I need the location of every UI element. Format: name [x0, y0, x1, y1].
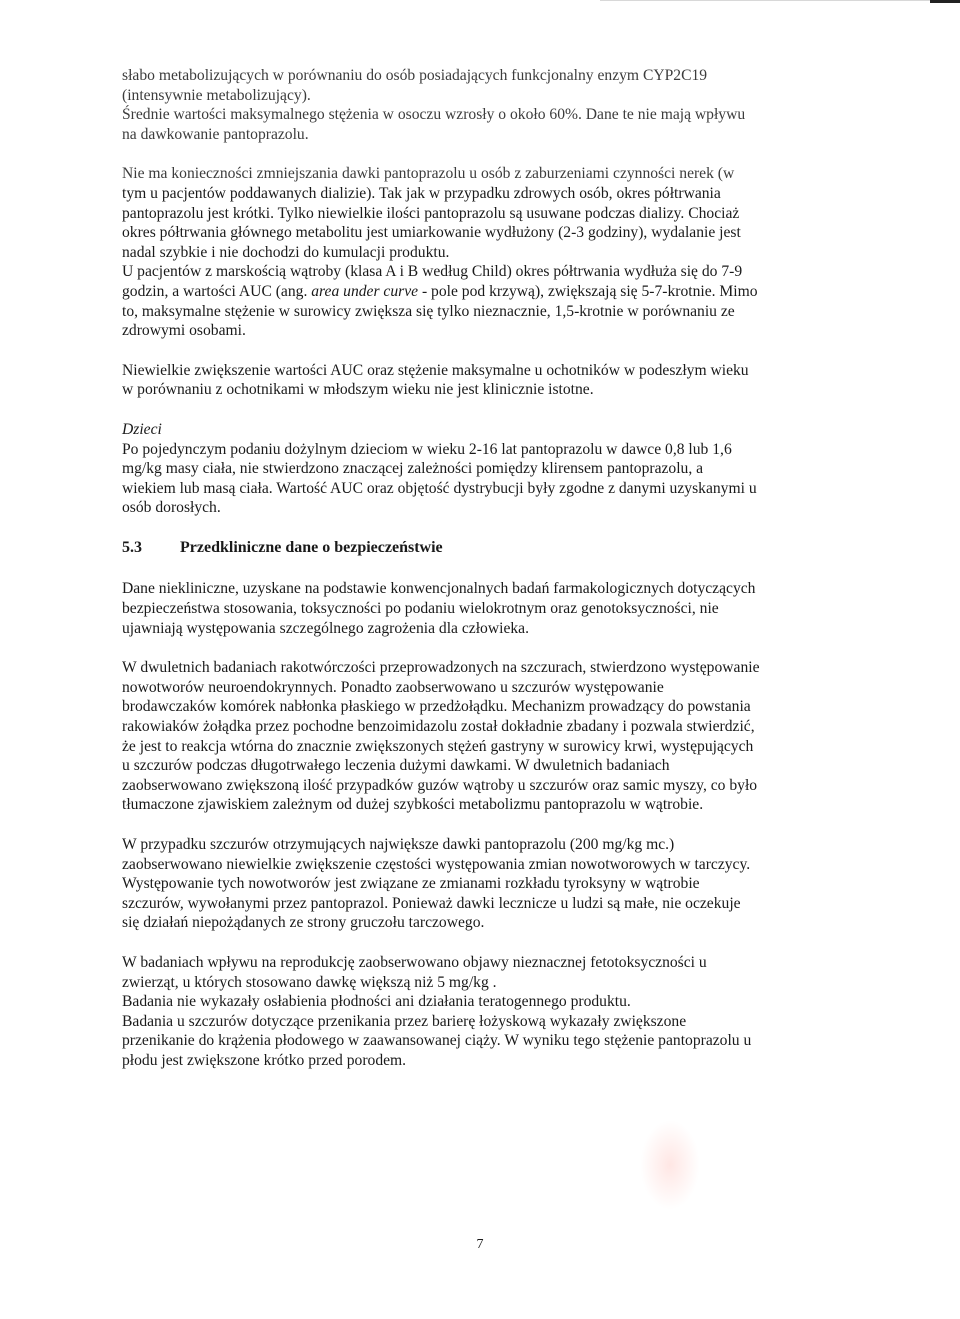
- scan-artifact-corner: [930, 0, 960, 3]
- text-line: brodawczaków komórek nabłonka płaskiego w przedżołądku. Mechanizm prowadzący do powstania: [122, 698, 751, 716]
- text-line: mg/kg masy ciała, nie stwierdzono znaczącej zależności pomiędzy klirensem pantoprazolu, a: [122, 460, 704, 478]
- scan-artifact-top: [600, 0, 930, 1]
- paragraph-cyp2c19: [122, 66, 834, 144]
- text-line: Nie ma konieczności zmniejszania dawki pantoprazolu u osób z zaburzeniami czynności nerek (w: [122, 165, 735, 183]
- text-line: Występowanie tych nowotworów jest związane ze zmianami rozkładu tyroksyny w wątrobie: [122, 875, 700, 893]
- paragraph-carcinogenicity: [122, 658, 834, 815]
- text-line: zaobserwowano zwiększoną ilość przypadków guzów wątroby u szczurów oraz samic myszy, co było: [122, 776, 758, 794]
- text-line: tłumaczone zjawiskiem zależnym od dużej szybkości metabolizmu pantoprazolu w wątrobie.: [122, 796, 704, 814]
- text-line: zwierząt, u których stosowano dawkę większą niż 5 mg/kg .: [122, 973, 497, 991]
- text-line: u szczurów podczas długotrwałego leczenia dużymi dawkami. W dwuletnich badaniach: [122, 757, 670, 775]
- text-line: szczurów, wywołanymi przez pantoprazol. Ponieważ dawki lecznicze u ludzi są małe, nie oczekuje: [122, 894, 741, 912]
- text-line: nadal szybkie i nie dochodzi do kumulacji produktu.: [122, 243, 450, 261]
- italic-term: area under curve: [311, 282, 419, 300]
- paragraph-nonclinical: [122, 579, 834, 638]
- paragraph-reproduction: [122, 953, 834, 1071]
- text-line: w porównaniu z ochotnikami w młodszym wieku nie jest klinicznie istotne.: [122, 381, 594, 399]
- section-heading: [122, 538, 834, 558]
- section-number: 5.3: [122, 538, 142, 556]
- text-line: osób dorosłych.: [122, 499, 221, 517]
- text-line: płodu jest zwiększone krótko przed porodem.: [122, 1051, 407, 1069]
- text-line: godzin, a wartości AUC (ang. area under curve - pole pod krzywą), zwiększają się 5-7-krotnie. Mimo: [122, 282, 758, 300]
- text-line: wiekiem lub masą ciała. Wartość AUC oraz objętość dystrybucji były zgodne z danymi uzyskanymi u: [122, 479, 757, 497]
- text-line: W dwuletnich badaniach rakotwórczości przeprowadzonych na szczurach, stwierdzono występowanie: [122, 659, 760, 677]
- text-line: nowotworów neuroendokrynnych. Ponadto zaobserwowano u szczurów występowanie: [122, 678, 664, 696]
- text-line: Niewielkie zwiększenie wartości AUC oraz stężenie maksymalne u ochotników w podeszłym wieku: [122, 361, 749, 379]
- page-number: 7: [476, 1237, 484, 1252]
- text-line: to, maksymalne stężenie w surowicy zwiększa się tylko nieznacznie, 1,5-krotnie w porównaniu ze: [122, 302, 735, 320]
- text-line: zdrowymi osobami.: [122, 322, 246, 340]
- text-line: ujawniają występowania szczególnego zagrożenia dla człowieka.: [122, 619, 529, 637]
- subheading-children: Dzieci: [122, 420, 162, 438]
- paragraph-elderly: [122, 361, 834, 400]
- text-line: Badania u szczurów dotyczące przenikania przez barierę łożyskową wykazały zwiększone: [122, 1012, 687, 1030]
- text-line: słabo metabolizujących w porównaniu do osób posiadających funkcjonalny enzym CYP2C19: [122, 67, 708, 84]
- text-line: Po pojedynczym podaniu dożylnym dzieciom w wieku 2-16 lat pantoprazolu w dawce 0,8 lub 1,6: [122, 440, 732, 458]
- scan-stain: [640, 1120, 700, 1210]
- text-line: pantoprazolu jest krótki. Tylko niewielkie ilości pantoprazolu są usuwane podczas dializy. Chociaż: [122, 204, 740, 222]
- text-line: się działań niepożądanych ze strony gruczołu tarczowego.: [122, 914, 485, 932]
- text-line: przenikanie do krążenia płodowego w zaawansowanej ciąży. W wyniku tego stężenie pantoprazolu u: [122, 1032, 752, 1050]
- paragraph-children: [122, 420, 834, 518]
- text-line: W przypadku szczurów otrzymujących największe dawki pantoprazolu (200 mg/kg mc.): [122, 836, 675, 853]
- paragraph-thyroid: [122, 835, 834, 933]
- text-line: bezpieczeństwa stosowania, toksyczności po podaniu wielokrotnym oraz genotoksyczności, nie: [122, 600, 719, 618]
- text-line: Badania nie wykazały osłabienia płodności ani działania teratogennego produktu.: [122, 993, 631, 1011]
- text-line: Dane niekliniczne, uzyskane na podstawie konwencjonalnych badań farmakologicznych dotyczących: [122, 580, 756, 598]
- text-line: tym u pacjentów poddawanych dializie). Tak jak w przypadku zdrowych osób, okres półtrwania: [122, 184, 721, 202]
- section-title: Przedkliniczne dane o bezpieczeństwie: [180, 538, 443, 556]
- text-line: że jest to reakcja wtórna do znacznie zwiększonych stężeń gastryny w surowicy krwi, występujących: [122, 737, 754, 755]
- text-line: na dawkowanie pantoprazolu.: [122, 125, 309, 143]
- paragraph-renal-hepatic: [122, 164, 834, 340]
- document-body: [122, 66, 834, 1091]
- text-line: okres półtrwania głównego metabolitu jest umiarkowanie wydłużony (2-3 godziny), wydalanie jest: [122, 224, 741, 242]
- text-line: U pacjentów z marskością wątroby (klasa A i B według Child) okres półtrwania wydłuża się do 7-9: [122, 263, 743, 281]
- text-line: rakowiaków żołądka przez pochodne benzoimidazolu został dokładnie zbadany i pozwala stwierdzić,: [122, 718, 755, 736]
- text-line: zaobserwowano niewielkie zwiększenie częstości występowania zmian nowotworowych w tarczycy.: [122, 855, 751, 873]
- text-line: Średnie wartości maksymalnego stężenia w osoczu wzrosły o około 60%. Dane te nie mają wpływu: [122, 106, 746, 124]
- text-line: W badaniach wpływu na reprodukcję zaobserwowano objawy nieznacznej fetotoksyczności u: [122, 953, 707, 971]
- text-line: (intensywnie metabolizujący).: [122, 86, 311, 104]
